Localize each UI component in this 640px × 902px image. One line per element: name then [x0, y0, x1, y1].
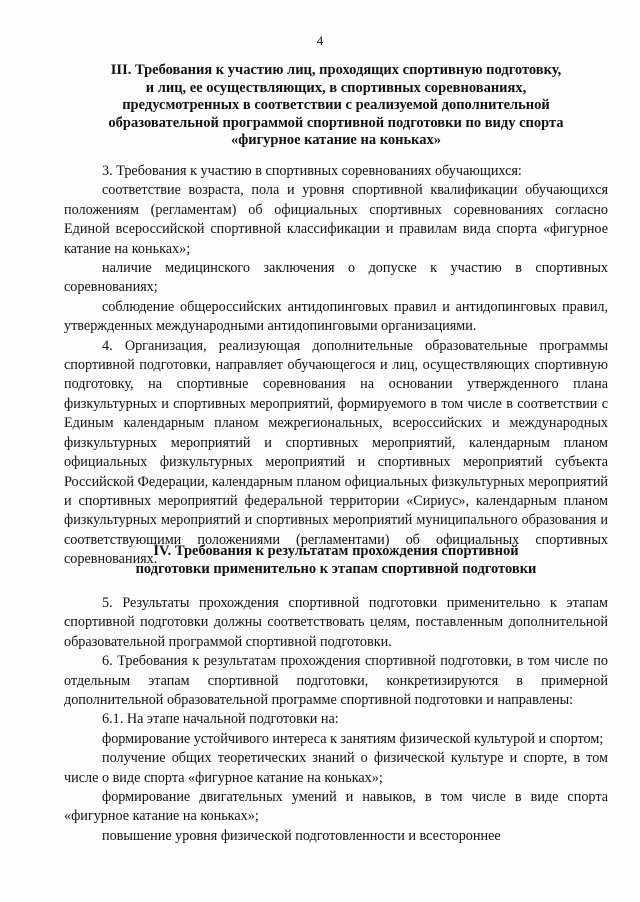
heading-line: предусмотренных в соответствии с реализуемой дополнительной [122, 97, 550, 113]
paragraph: 6.1. На этапе начальной подготовки на: [102, 711, 339, 728]
section-4-heading [64, 543, 608, 578]
heading-line: подготовки применительно к этапам спортивной подготовки [135, 560, 537, 577]
page-number: 4 [316, 33, 324, 48]
paragraph: 4. Организация, реализующая дополнительные образовательные программы спортивной подготовки, направляет обучающегося и лиц, осуществляющих спортивную подготовку, на спортивные соревнования на основании утвержденного плана физкультурных и спортивных мероприятий, формируемого в том числе в соответствии с Единым календарным планом межрегиональных, всероссийских и международных физкультурных мероприятий и спортивных мероприятий, календарным планом официальных физкультурных мероприятий и спортивных мероприятий субъекта Российской Федерации, календарным планом официальных физкультурных мероприятий и спортивных мероприятий федеральной территории «Сириус», календарным планом физкультурных мероприятий и спортивных мероприятий муниципального образования и соответствующими положениями (регламентами) об официальных спортивных соревнованиях. [64, 337, 608, 568]
paragraph: 6. Требования к результатам прохождения спортивной подготовки, в том числе по отдельным этапам спортивной подготовки, конкретизируются в примерной дополнительной образовательной программе спортивной подготовки и направлены: [64, 653, 608, 709]
section-4-body [64, 594, 608, 846]
section-3-heading [64, 62, 608, 150]
heading-line: и лиц, ее осуществляющих, в спортивных соревнованиях, [145, 79, 527, 96]
paragraph: соблюдение общероссийских антидопинговых правил и антидопинговых правил, утвержденных международными антидопинговыми организациями. [64, 298, 608, 335]
paragraph: получение общих теоретических знаний о физической культуре и спорте, в том числе о виде спорта «фигурное катание на коньках»; [64, 750, 608, 786]
paragraph: формирование двигательных умений и навыков, в том числе в виде спорта «фигурное катание на коньках»; [64, 789, 608, 825]
paragraph: соответствие возраста, пола и уровня спортивной квалификации обучающихся положениям (регламентам) об официальных спортивных соревнованиях согласно Единой всероссийской спортивной классификации и правилам вида спорта «фигурное катание на коньках»; [64, 182, 608, 257]
section-3-body [64, 162, 608, 570]
heading-line: «фигурное катание на коньках» [230, 132, 442, 148]
paragraph: формирование устойчивого интереса к занятиям физической культурой и спортом; [102, 730, 604, 747]
heading-line: IV. Требования к результатам прохождения спортивной [153, 543, 519, 559]
paragraph: 5. Результаты прохождения спортивной подготовки применительно к этапам спортивной подготовки должны соответствовать целям, поставленным дополнительной образовательной программой спортивной подготовки. [64, 595, 608, 650]
heading-line: образовательной программой спортивной подготовки по виду спорта [108, 114, 564, 131]
heading-line: III. Требования к участию лиц, проходящих спортивную подготовку, [110, 62, 562, 78]
paragraph: наличие медицинского заключения о допуске к участию в спортивных соревнованиях; [64, 260, 608, 296]
paragraph: 3. Требования к участию в спортивных соревнованиях обучающихся: [102, 163, 522, 179]
paragraph: повышение уровня физической подготовленности и всестороннее [102, 827, 501, 844]
